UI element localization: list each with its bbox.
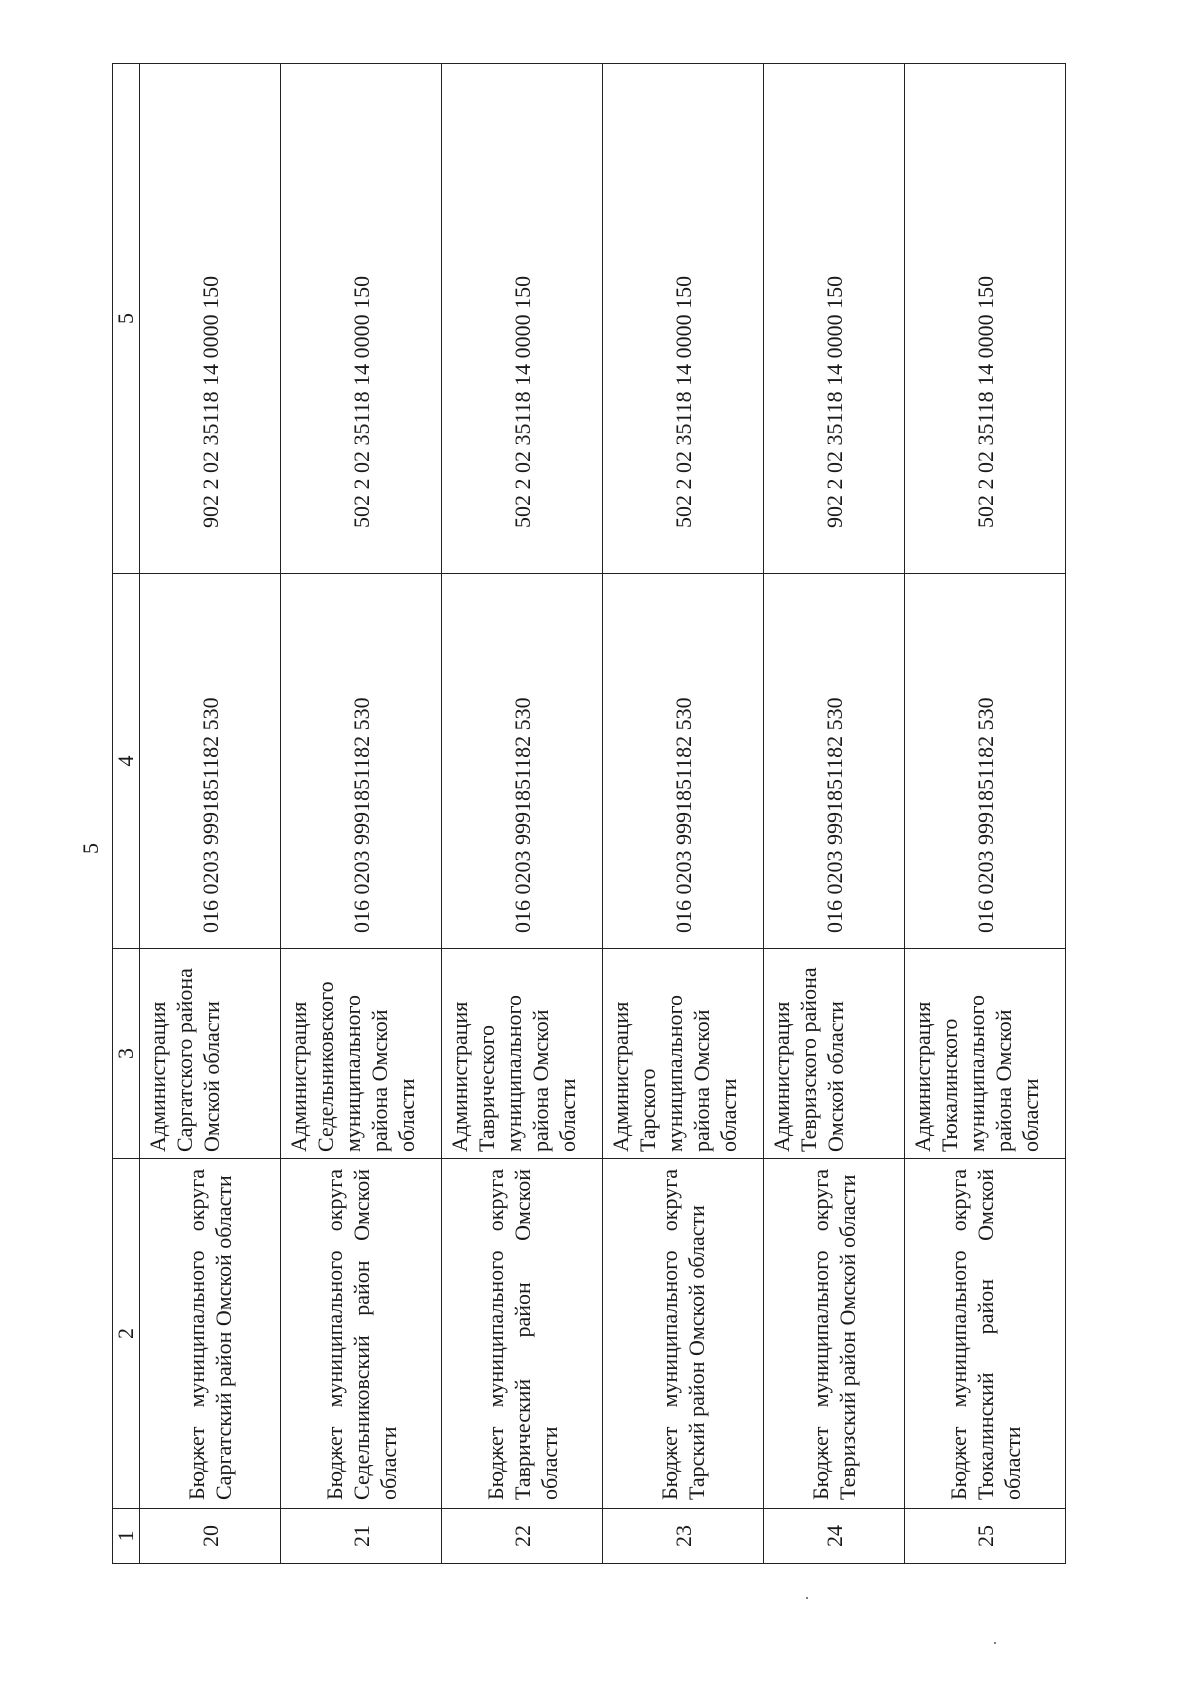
budget-name: Бюджет муниципального округа Таврический район Омской области	[442, 1159, 603, 1509]
revenue-code: 902 2 02 35118 14 0000 150	[764, 64, 905, 574]
expense-code: 016 0203 9991851182 530	[140, 574, 281, 949]
scan-speck	[994, 1642, 996, 1644]
revenue-code: 502 2 02 35118 14 0000 150	[442, 64, 603, 574]
administrator-text: Администрация Таврического муниципального района Омской области	[447, 994, 580, 1152]
revenue-code: 902 2 02 35118 14 0000 150	[140, 64, 281, 574]
administrator-text: Администрация Тюкалинского муниципального района Омской области	[910, 994, 1043, 1152]
table-header-row	[113, 64, 140, 1564]
expense-code: 016 0203 9991851182 530	[442, 574, 603, 949]
administrator-text: Администрация Тевризского района Омской области	[769, 967, 848, 1152]
expense-code: 016 0203 9991851182 530	[764, 574, 905, 949]
administrator-name	[905, 949, 1066, 1159]
budget-name: Бюджет муниципального округа Тарский район Омской области	[603, 1159, 764, 1509]
administrator-name	[603, 949, 764, 1159]
table-row	[281, 64, 442, 1564]
row-number: 23	[603, 1509, 764, 1564]
column-header-1: 1	[113, 1509, 140, 1564]
administrator-text: Администрация Седельниковского муниципального района Омской области	[286, 981, 419, 1152]
budget-name: Бюджет муниципального округа Тюкалинский район Омской области	[905, 1159, 1066, 1509]
column-header-3: 3	[113, 949, 140, 1159]
administrator-text: Администрация Тарского муниципального района Омской области	[608, 994, 741, 1152]
table-row	[764, 64, 905, 1564]
administrator-text: Администрация Саргатского района Омской области	[145, 968, 224, 1152]
scan-speck	[806, 1597, 808, 1599]
column-header-4: 4	[113, 574, 140, 949]
administrator-name	[442, 949, 603, 1159]
expense-code: 016 0203 9991851182 530	[603, 574, 764, 949]
table-row	[442, 64, 603, 1564]
administrator-name	[764, 949, 905, 1159]
row-number: 20	[140, 1509, 281, 1564]
column-header-5: 5	[113, 64, 140, 574]
table-row	[603, 64, 764, 1564]
revenue-code: 502 2 02 35118 14 0000 150	[281, 64, 442, 574]
table-row	[140, 64, 281, 1564]
column-header-2: 2	[113, 1159, 140, 1509]
row-number: 25	[905, 1509, 1066, 1564]
row-number: 22	[442, 1509, 603, 1564]
budget-name: Бюджет муниципального округа Тевризский район Омской области	[764, 1159, 905, 1509]
expense-code: 016 0203 9991851182 530	[905, 574, 1066, 949]
revenue-code: 502 2 02 35118 14 0000 150	[905, 64, 1066, 574]
table-row	[905, 64, 1066, 1564]
administrator-name	[140, 949, 281, 1159]
data-table	[112, 63, 1066, 1564]
administrator-name	[281, 949, 442, 1159]
budget-name: Бюджет муниципального округа Седельниковский район Омской области	[281, 1159, 442, 1509]
row-number: 24	[764, 1509, 905, 1564]
expense-code: 016 0203 9991851182 530	[281, 574, 442, 949]
revenue-code: 502 2 02 35118 14 0000 150	[603, 64, 764, 574]
row-number: 21	[281, 1509, 442, 1564]
page-number: 5	[78, 843, 103, 854]
budget-name: Бюджет муниципального округа Саргатский район Омской области	[140, 1159, 281, 1509]
